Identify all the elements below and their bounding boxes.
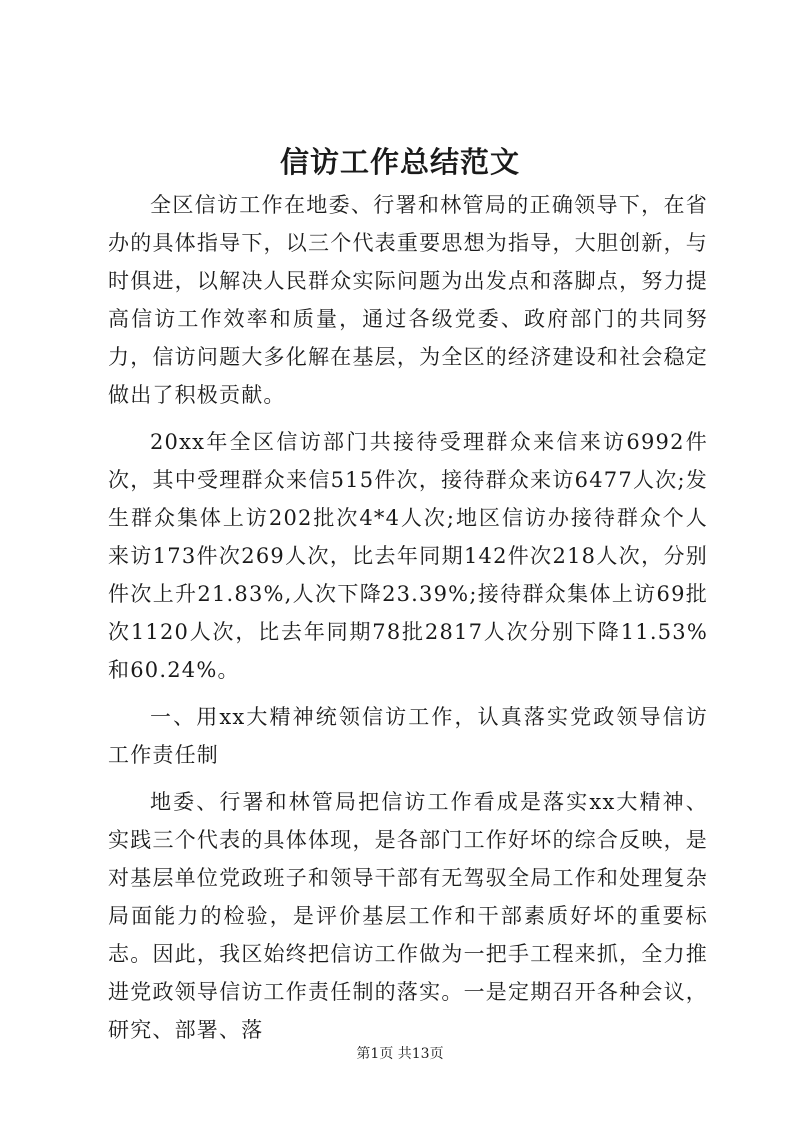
paragraph-intro: 全区信访工作在地委、行署和林管局的正确领导下，在省办的具体指导下，以三个代表重要思想为指导，大胆创新，与时俱进，以解决人民群众实际问题为出发点和落脚点，努力提高信访工作效率和质量，通过各级党委、政府部门的共同努力，信访问题大多化解在基层，为全区的经济建设和社会稳定做出了积极贡献。: [108, 193, 708, 407]
page-number-footer: 第1页 共13页: [356, 1046, 444, 1062]
document-title: 信访工作总结范文: [279, 145, 520, 179]
document-body: [108, 186, 708, 1058]
section-heading-one: 一、用xx大精神统领信访工作，认真落实党政领导信访工作责任制: [108, 705, 708, 767]
paragraph-statistics: 20xx年全区信访部门共接待受理群众来信来访6992件次，其中受理群众来信515件次，接待群众来访6477人次;发生群众集体上访202批次4*4人次;地区信访办接待群众个人来访173件次269人次，比去年同期142件次218人次，分别件次上升21.83%,人次下降23.39%;接待群众集体上访69批次1120人次，比去年同期78批2817人次分别下降11.53%和60.24%。: [108, 430, 708, 682]
paragraph-responsibility: 地委、行署和林管局把信访工作看成是落实xx大精神、实践三个代表的具体体现，是各部门工作好坏的综合反映，是对基层单位党政班子和领导干部有无驾驭全局工作和处理复杂局面能力的检验，是评价基层工作和干部素质好坏的重要标志。因此，我区始终把信访工作做为一把手工程来抓，全力推进党政领导信访工作责任制的落实。一是定期召开各种会议，研究、部署、落: [108, 790, 708, 1042]
